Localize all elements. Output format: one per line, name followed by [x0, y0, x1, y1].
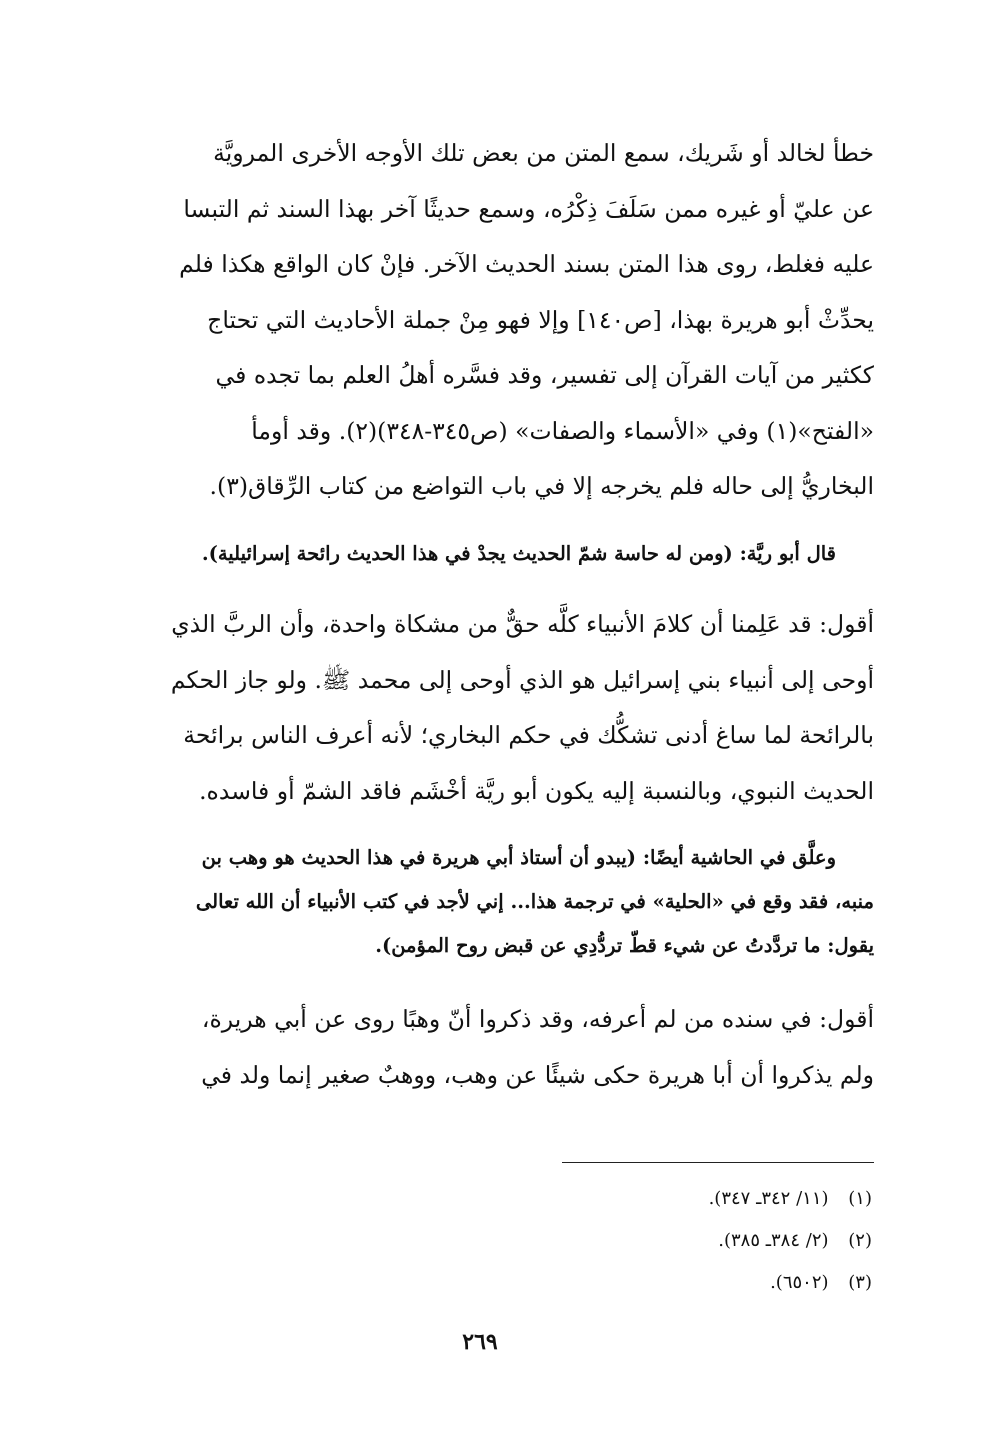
- footnote-text: (٢/ ٣٨٤ـ ٣٨٥).: [718, 1230, 829, 1251]
- paragraph-author-reply-2: [118, 992, 874, 1103]
- footnote-text: (٦٥٠٢).: [770, 1272, 829, 1293]
- text-line: «الفتح»(١) وفي «الأسماء والصفات» (ص٣٤٥-٣٤٨)(٢). وقد أومأ: [251, 416, 874, 445]
- text-line: عليه فغلط، روى هذا المتن بسند الحديث الآخر. فإنْ كان الواقع هكذا فلم: [179, 250, 874, 278]
- text-line: خطأ لخالد أو شَريك، سمع المتن من بعض تلك الأوجه الأخرى المرويَّة: [213, 139, 874, 167]
- paragraph-author-reply-1: [118, 597, 874, 819]
- text-line: بالرائحة لما ساغ أدنى تشكُّك في حكم البخاري؛ لأنه أعرف الناس برائحة: [183, 721, 874, 749]
- text-line: يحدِّثْ أبو هريرة بهذا، [ص١٤٠] وإلا فهو مِنْ جملة الأحاديث التي تحتاج: [207, 305, 874, 334]
- footnotes-list: [560, 1178, 872, 1304]
- footnote-separator: [562, 1162, 874, 1163]
- text-line: وعلَّق في الحاشية أيضًا: (يبدو أن أستاذ أبي هريرة في هذا الحديث هو وهب بن: [201, 846, 836, 869]
- text-line: يقول: ما تردَّدتُ عن شيء قطّ تردُّدِي عن قبض روح المؤمن).: [375, 934, 874, 957]
- footnote-item: [560, 1178, 872, 1220]
- text-line: منبه، فقد وقع في «الحلية» في ترجمة هذا... إني لأجد في كتب الأنبياء أن الله تعالى: [195, 890, 874, 913]
- paragraph-footnote-comment-quote: [118, 836, 874, 968]
- page-number: ٢٦٩: [462, 1329, 498, 1355]
- footnote-number: (٣): [848, 1272, 872, 1293]
- text-line: ككثير من آيات القرآن إلى تفسير، وقد فسَّره أهلُ العلم بما تجده في: [215, 361, 874, 389]
- paragraph-abu-rayya-quote: [118, 532, 874, 576]
- footnote-item: [560, 1262, 872, 1304]
- text-line: أوحى إلى أنبياء بني إسرائيل هو الذي أوحى إلى محمد ﷺ. ولو جاز الحكم: [170, 665, 874, 694]
- text-line: أقول: في سنده من لم أعرفه، وقد ذكروا أنّ وهبًا روى عن أبي هريرة،: [201, 1005, 874, 1033]
- footnote-text: (١١/ ٣٤٢ـ ٣٤٧).: [708, 1188, 829, 1209]
- footnote-number: (٢): [848, 1230, 872, 1251]
- paragraph-hadith-discussion: [118, 126, 874, 515]
- text-line: البخاريُّ إلى حاله فلم يخرجه إلا في باب التواضع من كتاب الرِّقاق(٣).: [209, 472, 874, 500]
- text-line: عن عليّ أو غيره ممن سَلَفَ ذِكْرُه، وسمع حديثًا آخر بهذا السند ثم التبسا: [183, 194, 874, 223]
- text-line: الحديث النبوي، وبالنسبة إليه يكون أبو ريَّة أخْشَم فاقد الشمّ أو فاسده.: [199, 776, 874, 805]
- footnote-number: (١): [848, 1188, 872, 1209]
- text-line: أقول: قد عَلِمنا أن كلامَ الأنبياء كلَّه حقٌّ من مشكاة واحدة، وأن الربَّ الذي: [171, 610, 874, 638]
- text-line: قال أبو ريَّة: (ومن له حاسة شمّ الحديث يجدْ في هذا الحديث رائحة إسرائيلية).: [201, 542, 836, 565]
- text-line: ولم يذكروا أن أبا هريرة حكى شيئًا عن وهب، ووهبٌ صغير إنما ولد في: [201, 1060, 874, 1089]
- footnote-item: [560, 1220, 872, 1262]
